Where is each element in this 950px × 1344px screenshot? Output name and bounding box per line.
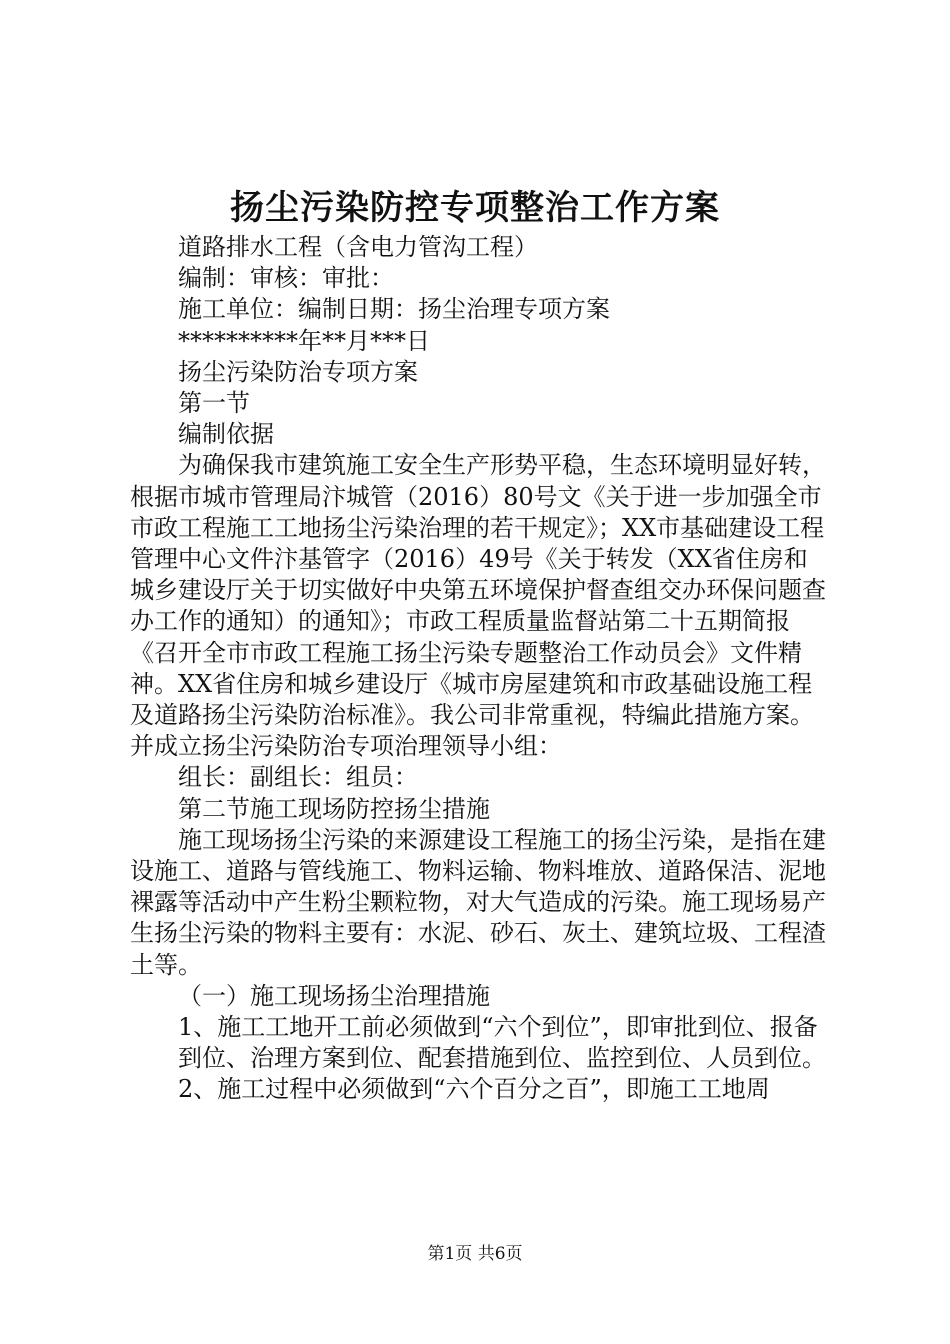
approval-line: 编制：审核：审批：: [178, 264, 394, 293]
date-placeholder-line: **********年**月***日: [178, 326, 430, 355]
basis-paragraph: 为确保我市建筑施工安全生产形势平稳，生态环境明显好转，根据市城市管理局汴城管（2016）80号文《关于进一步加强全市市政工程施工工地扬尘污染治理的若干规定》；XX市基础建设工程管理中心文件汴基管字（2016）49号《关于转发（XX省住房和城乡建设厅关于切实做好中央第五环境保护督查组交办环保问题查办工作的通知）的通知》；市政工程质量监督站第二十五期简报《召开全市市政工程施工扬尘污染专题整治工作动员会》文件精神。XX省住房和城乡建设厅《城市房屋建筑和市政基础设施工程及道路扬尘污染防治标准》。我公司非常重视，特编此措施方案。并成立扬尘污染防治专项治理领导小组：: [130, 451, 826, 761]
page-footer: 第1页 共6页: [427, 1244, 523, 1264]
plan-subtitle-line: 扬尘污染防治专项方案: [178, 357, 418, 386]
item-one-continued: 到位、治理方案到位、配套措施到位、监控到位、人员到位。: [178, 1044, 826, 1073]
item-two-text: 2、施工过程中必须做到“六个百分之百”，即施工工地周: [178, 1075, 770, 1104]
document-title: 扬尘污染防控专项整治工作方案: [230, 188, 720, 228]
measures-subheading: （一）施工现场扬尘治理措施: [178, 981, 490, 1010]
basis-heading: 编制依据: [178, 420, 274, 449]
section-two-heading: 第二节施工现场防控扬尘措施: [178, 794, 490, 823]
item-one-text: 1、施工工地开工前必须做到“六个到位”，即审批到位、报备: [178, 1013, 818, 1042]
document-body: [130, 232, 830, 1106]
dust-source-paragraph: 施工现场扬尘污染的来源建设工程施工的扬尘污染，是指在建设施工、道路与管线施工、物料运输、物料堆放、道路保洁、泥地裸露等活动中产生粉尘颗粒物，对大气造成的污染。施工现场易产生扬尘污染的物料主要有：水泥、砂石、灰土、建筑垃圾、工程渣土等。: [130, 825, 826, 979]
section-one-heading: 第一节: [178, 389, 250, 418]
unit-date-line: 施工单位：编制日期：扬尘治理专项方案: [178, 295, 610, 324]
group-members-line: 组长：副组长：组员：: [178, 763, 418, 792]
project-name-line: 道路排水工程（含电力管沟工程）: [178, 233, 538, 261]
